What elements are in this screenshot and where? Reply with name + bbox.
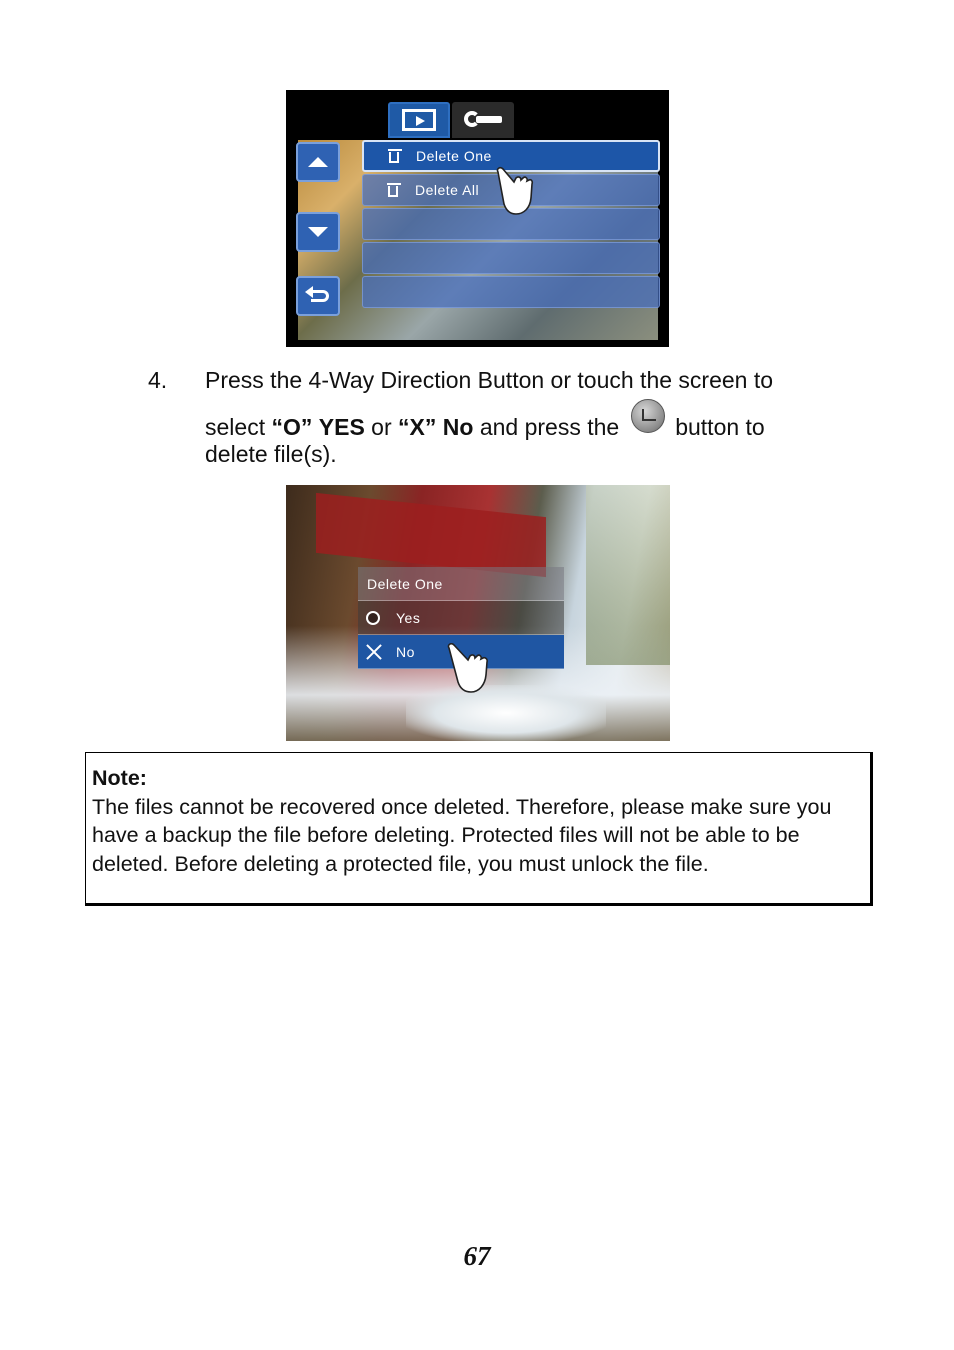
dialog-title: Delete One (358, 567, 564, 601)
scroll-down-button[interactable] (296, 212, 340, 252)
menu-item-label: Delete All (415, 182, 480, 198)
note-title: Note: (92, 766, 147, 790)
step-line-2: select “O” YES or “X” No and press the button to (205, 407, 865, 442)
option-no-label: No (396, 643, 415, 660)
confirm-dialog-screenshot (286, 485, 670, 741)
menu-item-empty (362, 276, 660, 308)
ok-button-icon (631, 399, 665, 433)
trash-icon (388, 148, 402, 164)
step-line-1: Press the 4-Way Direction Button or touch the screen to (205, 367, 774, 393)
step-instruction (205, 367, 865, 469)
waterfall-photo-detail (406, 685, 606, 741)
yes-mark: “O” (271, 413, 313, 440)
circle-icon (366, 611, 380, 625)
tab-playback[interactable] (388, 102, 450, 138)
hand-pointer-icon (446, 643, 492, 695)
arrow-down-icon (308, 227, 328, 237)
x-icon (366, 644, 382, 660)
delete-menu-screenshot (286, 90, 669, 347)
play-icon (402, 109, 436, 131)
trash-icon (387, 182, 401, 198)
note-body: The files cannot be recovered once deleted. Therefore, please make sure you have a backup the file before deleting. Protected files will not be able to be deleted. Before deleting a protected file, you must unlock the file. (92, 794, 832, 876)
note-box (85, 752, 873, 906)
no-word: No (442, 413, 474, 440)
scroll-up-button[interactable] (296, 142, 340, 182)
tab-settings[interactable] (452, 102, 514, 138)
step-number: 4. (148, 367, 168, 393)
back-button[interactable] (296, 276, 340, 316)
yes-word: YES (318, 413, 365, 440)
no-mark: “X” (398, 413, 437, 440)
hand-pointer-icon (494, 166, 534, 218)
menu-item-label: Delete One (416, 148, 492, 164)
bridge-photo-detail (316, 493, 546, 577)
option-yes[interactable] (358, 601, 564, 635)
tree-photo-detail (586, 485, 670, 665)
menu-item-empty (362, 242, 660, 274)
arrow-up-icon (308, 157, 328, 167)
page-number: 67 (463, 1241, 491, 1271)
step-line-3: delete file(s). (205, 441, 337, 468)
menu-tab-bar (388, 102, 514, 138)
return-icon (305, 288, 331, 304)
option-yes-label: Yes (396, 609, 421, 626)
wrench-icon (462, 109, 504, 131)
